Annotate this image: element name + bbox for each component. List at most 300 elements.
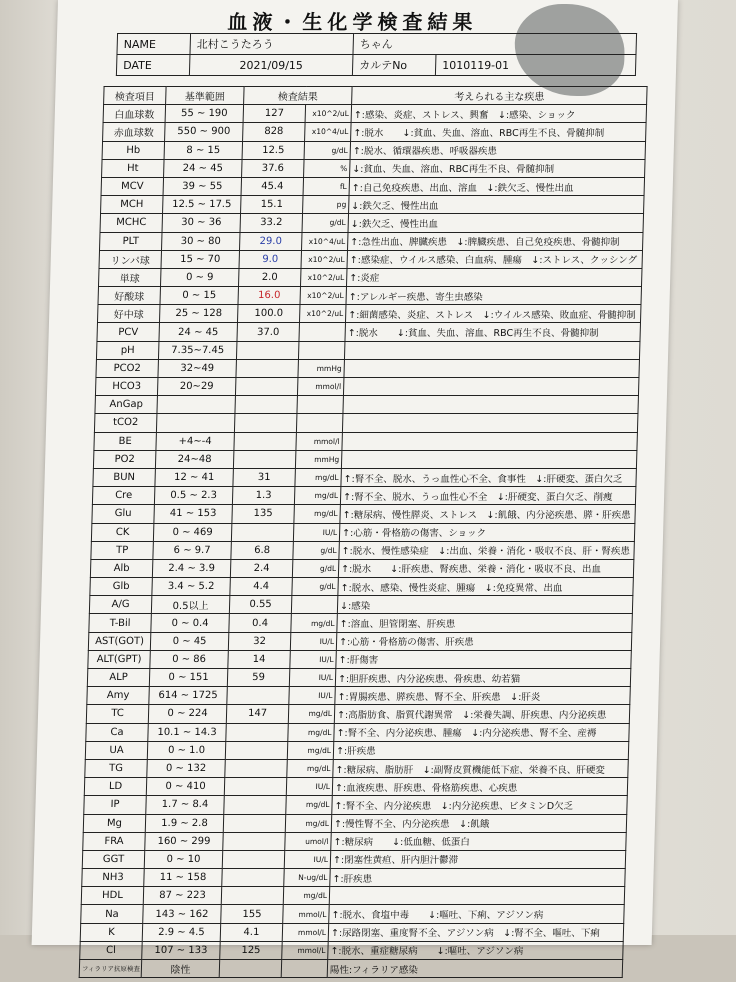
unit <box>291 596 338 614</box>
possible-diseases: ↑:脱水 ↓:肝疾患、腎疾患、栄養・消化・吸収不良、出血 <box>338 559 634 577</box>
unit: x10^4/uL <box>302 232 349 250</box>
test-item: 単球 <box>98 268 161 286</box>
report-date: 2021/09/15 <box>189 55 353 76</box>
reference-range: 87 ~ 223 <box>143 887 222 905</box>
reference-range: 41 ~ 153 <box>154 505 233 523</box>
table-row <box>86 723 630 741</box>
reference-range: 8 ~ 15 <box>164 141 243 159</box>
table-row <box>93 468 637 486</box>
unit: mmol/L <box>282 923 329 941</box>
table-row <box>96 341 640 359</box>
possible-diseases: ↑:心筋・骨格筋の傷害、ショック <box>339 523 635 541</box>
test-result <box>219 960 282 978</box>
test-item: AST(GOT) <box>88 632 151 650</box>
unit: mg/dL <box>287 741 334 759</box>
unit: IU/L <box>290 632 337 650</box>
table-row <box>92 487 636 505</box>
test-result: 9.0 <box>239 250 302 268</box>
possible-diseases <box>329 887 625 905</box>
possible-diseases: ↑:急性出血、脾臓疾患 ↓:脾臓疾患、自己免疫疾患、骨髄抑制 <box>348 232 644 250</box>
reference-range: 30 ~ 36 <box>162 214 241 232</box>
unit: g/dL <box>304 141 351 159</box>
reference-range: 143 ~ 162 <box>143 905 222 923</box>
test-item: tCO2 <box>94 414 157 432</box>
table-row <box>103 123 647 141</box>
possible-diseases: ↑:高脂肪食、脂質代謝異常 ↓:栄養失調、肝疾患、内分泌疾患 <box>334 705 630 723</box>
test-result: 32 <box>228 632 291 650</box>
table-row <box>80 941 624 959</box>
reference-range: 30 ~ 80 <box>162 232 241 250</box>
patient-honorific: ちゃん <box>353 34 637 55</box>
table-row <box>100 214 644 232</box>
reference-range: 107 ~ 133 <box>142 941 221 959</box>
test-item: HDL <box>81 887 144 905</box>
possible-diseases: ↑:心筋・骨格筋の傷害、肝疾患 <box>336 632 632 650</box>
possible-diseases: ↑:脱水、慢性感染症 ↓:出血、栄養・消化・吸収不良、肝・腎疾患 <box>339 541 635 559</box>
possible-diseases: ↑:閉塞性黄疸、肝内胆汁鬱滞 <box>330 850 626 868</box>
test-item: UA <box>85 741 148 759</box>
reference-range: 0 ~ 15 <box>160 287 239 305</box>
test-item: フィラリア抗原検査 <box>79 960 142 978</box>
unit <box>281 960 328 978</box>
unit: x10^2/uL <box>300 287 347 305</box>
test-item: A/G <box>89 596 152 614</box>
reference-range: 24~48 <box>155 450 234 468</box>
unit: IU/L <box>293 523 340 541</box>
table-row <box>99 250 643 268</box>
possible-diseases: ↑:胃腸疾患、膵疾患、腎不全、肝疾患 ↓:肝炎 <box>335 687 631 705</box>
test-result: 37.6 <box>242 159 305 177</box>
test-result: 127 <box>243 105 306 123</box>
reference-range: +4~-4 <box>156 432 235 450</box>
test-item: Hb <box>102 141 165 159</box>
possible-diseases: ↑:脱水 ↓:貧血、失血、溶血、RBC再生不良、骨髄抑制 <box>351 123 647 141</box>
lab-report-sheet <box>32 0 678 977</box>
table-row <box>82 850 626 868</box>
report-title: 血液・生化学検査結果 <box>227 10 478 34</box>
possible-diseases: ↑:溶血、胆管閉塞、肝疾患 <box>337 614 633 632</box>
col-result-header: 検査結果 <box>244 87 353 105</box>
reference-range: 0 ~ 410 <box>146 778 225 796</box>
test-item: PLT <box>100 232 163 250</box>
test-result: 15.1 <box>241 196 304 214</box>
test-item: MCH <box>101 196 164 214</box>
test-item: Cl <box>80 941 143 959</box>
table-row <box>101 196 645 214</box>
table-row <box>85 759 629 777</box>
test-item: Glb <box>90 578 153 596</box>
reference-range: 15 ~ 70 <box>161 250 240 268</box>
reference-range: 39 ~ 55 <box>163 177 242 195</box>
reference-range: 11 ~ 158 <box>144 869 223 887</box>
unit: fL <box>303 177 350 195</box>
reference-range: 0 ~ 10 <box>144 850 223 868</box>
table-row <box>80 923 624 941</box>
reference-range: 0 ~ 0.4 <box>151 614 230 632</box>
table-row <box>87 669 631 687</box>
test-result: 147 <box>226 705 289 723</box>
test-item: 好酸球 <box>98 287 161 305</box>
unit: IU/L <box>286 778 333 796</box>
table-row <box>97 305 641 323</box>
test-result <box>224 796 287 814</box>
table-row <box>84 778 628 796</box>
test-item: CK <box>91 523 154 541</box>
possible-diseases: ↑:肝疾患 <box>330 869 626 887</box>
test-result: 4.1 <box>220 923 283 941</box>
table-row <box>96 359 640 377</box>
reference-range: 0.5 ~ 2.3 <box>154 487 233 505</box>
unit: mg/dL <box>288 705 335 723</box>
possible-diseases: ↑:自己免疫疾患、出血、溶血 ↓:鉄欠乏、慢性出血 <box>349 177 645 195</box>
test-item: ALP <box>87 669 150 687</box>
reference-range: 55 ~ 190 <box>165 105 244 123</box>
reference-range <box>157 396 236 414</box>
test-result: 2.4 <box>230 559 293 577</box>
possible-diseases: ↓:貧血、失血、溶血、RBC再生不良、骨髄抑制 <box>350 159 646 177</box>
possible-diseases: ↑:細菌感染、炎症、ストレス ↓:ウイルス感染、敗血症、骨髄抑制 <box>345 305 641 323</box>
test-result <box>233 450 296 468</box>
test-result <box>234 432 297 450</box>
unit: mg/dL <box>291 614 338 632</box>
test-item: Na <box>81 905 144 923</box>
table-row <box>91 523 635 541</box>
date-label: DATE <box>116 55 190 76</box>
table-row <box>102 159 646 177</box>
table-row <box>83 814 627 832</box>
test-item: Mg <box>83 814 146 832</box>
unit: mg/dL <box>285 814 332 832</box>
unit: IU/L <box>289 669 336 687</box>
table-row <box>90 559 634 577</box>
test-result: 0.4 <box>229 614 292 632</box>
table-row <box>89 614 633 632</box>
test-item: TG <box>85 759 148 777</box>
results-table <box>79 86 648 978</box>
col-range-header: 基準範囲 <box>166 87 245 105</box>
table-row <box>81 905 625 923</box>
unit: g/dL <box>292 559 339 577</box>
test-result <box>222 850 285 868</box>
unit: umol/l <box>285 832 332 850</box>
reference-range: 2.9 ~ 4.5 <box>142 923 221 941</box>
test-item: MCV <box>101 177 164 195</box>
reference-range: 24 ~ 45 <box>159 323 238 341</box>
test-item: Glu <box>92 505 155 523</box>
possible-diseases: ↑:慢性腎不全、内分泌疾患 ↓:飢餓 <box>331 814 627 832</box>
table-row <box>95 378 639 396</box>
test-result: 59 <box>227 669 290 687</box>
possible-diseases: ↑:肝疾患 <box>333 741 629 759</box>
possible-diseases: ↑:腎不全、脱水、うっ血性心不全 ↓:肝硬変、蛋白欠乏、削痩 <box>340 487 636 505</box>
unit: g/dL <box>293 541 340 559</box>
test-result <box>236 359 299 377</box>
test-result: 828 <box>243 123 306 141</box>
possible-diseases: ↑:腎不全、脱水、うっ血性心不全、食事性 ↓:肝硬変、蛋白欠乏 <box>341 468 637 486</box>
table-row <box>87 687 631 705</box>
table-row <box>93 450 637 468</box>
test-result <box>224 778 287 796</box>
test-result <box>221 887 284 905</box>
col-disease-header: 考えられる主な疾患 <box>352 87 648 105</box>
chart-number: 1010119-01 <box>435 55 636 76</box>
test-item: PCO2 <box>96 359 159 377</box>
unit: x10^2/uL <box>301 250 348 268</box>
reference-range: 12.5 ~ 17.5 <box>163 196 242 214</box>
test-result: 29.0 <box>240 232 303 250</box>
unit: x10^2/uL <box>300 268 347 286</box>
possible-diseases: ↑:脱水、循環器疾患、呼吸器疾患 <box>350 141 646 159</box>
test-result <box>235 396 298 414</box>
possible-diseases <box>341 450 637 468</box>
test-item: pH <box>96 341 159 359</box>
reference-range: 0 ~ 224 <box>148 705 227 723</box>
col-item-header: 検査項目 <box>104 87 167 105</box>
reference-range: 550 ~ 900 <box>165 123 244 141</box>
possible-diseases: ↑:脱水、感染、慢性炎症、腫瘍 ↓:免疫異常、出血 <box>338 578 634 596</box>
reference-range: 0 ~ 1.0 <box>147 741 226 759</box>
reference-range: 6 ~ 9.7 <box>153 541 232 559</box>
test-result: 0.55 <box>229 596 292 614</box>
test-item: ALT(GPT) <box>88 650 151 668</box>
patient-header <box>116 33 637 76</box>
test-result <box>222 869 285 887</box>
test-result: 2.0 <box>238 268 301 286</box>
test-result <box>236 341 299 359</box>
possible-diseases: ↑:肝傷害 <box>336 650 632 668</box>
unit <box>299 323 346 341</box>
test-result <box>225 759 288 777</box>
unit: mg/dL <box>288 723 335 741</box>
possible-diseases: ↑:感染、炎症、ストレス、興奮 ↓:感染、ショック <box>351 105 647 123</box>
possible-diseases: ↓:鉄欠乏、慢性出血 <box>349 196 645 214</box>
table-row <box>102 141 646 159</box>
possible-diseases: ↑:脱水 ↓:貧血、失血、溶血、RBC再生不良、骨髄抑制 <box>345 323 641 341</box>
test-result: 45.4 <box>241 177 304 195</box>
table-row <box>79 960 623 978</box>
test-result <box>225 741 288 759</box>
table-row <box>88 632 632 650</box>
table-row <box>94 414 638 432</box>
table-row <box>103 105 647 123</box>
test-item: PO2 <box>93 450 156 468</box>
chart-number-label: カルテNo <box>352 55 436 76</box>
test-item: FRA <box>83 832 146 850</box>
test-result: 4.4 <box>230 578 293 596</box>
possible-diseases <box>344 359 640 377</box>
unit <box>296 414 343 432</box>
test-result: 12.5 <box>242 141 305 159</box>
unit: IU/L <box>290 650 337 668</box>
test-item: MCHC <box>100 214 163 232</box>
possible-diseases: ↑:炎症 <box>346 268 642 286</box>
possible-diseases: ↑:糖尿病 ↓:低血糖、低蛋白 <box>331 832 627 850</box>
unit: IU/L <box>284 850 331 868</box>
test-item: リンパ球 <box>99 250 162 268</box>
test-item: TP <box>91 541 154 559</box>
unit: mg/dL <box>283 887 330 905</box>
unit: mmHg <box>295 450 342 468</box>
test-result <box>234 414 297 432</box>
unit: mg/dL <box>286 796 333 814</box>
possible-diseases <box>343 378 639 396</box>
table-row <box>91 541 635 559</box>
reference-range: 10.1 ~ 14.3 <box>148 723 227 741</box>
reference-range: 160 ~ 299 <box>145 832 224 850</box>
test-item: Ca <box>86 723 149 741</box>
patient-name: 北村こうたろう <box>190 34 354 55</box>
name-label: NAME <box>117 34 191 55</box>
possible-diseases: ↑:感染症、ウイルス感染、白血病、腫瘍 ↓:ストレス、クッシング <box>347 250 643 268</box>
unit <box>297 396 344 414</box>
reference-range <box>156 414 235 432</box>
test-item: 白血球数 <box>103 105 166 123</box>
unit: mg/dL <box>295 468 342 486</box>
test-result <box>223 814 286 832</box>
test-item: BUN <box>93 468 156 486</box>
test-result: 14 <box>228 650 291 668</box>
possible-diseases: ↑:糖尿病、脂肪肝 ↓:副腎皮質機能低下症、栄養不良、肝硬変 <box>333 759 629 777</box>
table-row <box>95 396 639 414</box>
reference-range: 陰性 <box>141 960 220 978</box>
possible-diseases: ↑:糖尿病、慢性膵炎、ストレス ↓:飢餓、内分泌疾患、膵・肝疾患 <box>340 505 636 523</box>
table-row <box>94 432 638 450</box>
test-result: 16.0 <box>238 287 301 305</box>
test-item: AnGap <box>95 396 158 414</box>
possible-diseases: ↑:アレルギー疾患、寄生虫感染 <box>346 287 642 305</box>
unit: mg/dL <box>294 505 341 523</box>
reference-range: 0 ~ 86 <box>150 650 229 668</box>
possible-diseases <box>344 341 640 359</box>
reference-range: 0 ~ 45 <box>150 632 229 650</box>
test-result: 135 <box>232 505 295 523</box>
test-item: Amy <box>87 687 150 705</box>
test-item: Alb <box>90 559 153 577</box>
test-result: 31 <box>233 468 296 486</box>
possible-diseases: ↑:尿路閉塞、重度腎不全、アジソン病 ↓:腎不全、嘔吐、下痢 <box>328 923 624 941</box>
reference-range: 0 ~ 469 <box>153 523 232 541</box>
test-item: BE <box>94 432 157 450</box>
unit: mmol/l <box>297 378 344 396</box>
test-result: 1.3 <box>232 487 295 505</box>
reference-range: 0 ~ 151 <box>149 669 228 687</box>
test-item: K <box>80 923 143 941</box>
test-item: NH3 <box>82 869 145 887</box>
possible-diseases <box>343 396 639 414</box>
unit: mmHg <box>298 359 345 377</box>
reference-range: 1.7 ~ 8.4 <box>146 796 225 814</box>
test-item: TC <box>86 705 149 723</box>
possible-diseases: ↓:感染 <box>337 596 633 614</box>
possible-diseases <box>342 414 638 432</box>
reference-range: 0 ~ 9 <box>160 268 239 286</box>
unit: mg/dL <box>287 759 334 777</box>
test-item: Ht <box>102 159 165 177</box>
test-result: 155 <box>221 905 284 923</box>
unit <box>298 341 345 359</box>
reference-range: 7.35~7.45 <box>158 341 237 359</box>
possible-diseases: ↑:腎不全、内分泌疾患 ↓:内分泌疾患、ビタミンD欠乏 <box>332 796 628 814</box>
table-row <box>85 741 629 759</box>
reference-range: 0 ~ 132 <box>147 759 226 777</box>
table-row <box>98 268 642 286</box>
unit: mmol/l <box>296 432 343 450</box>
test-result <box>226 723 289 741</box>
table-row <box>84 796 628 814</box>
possible-diseases: ↑:脱水、重症糖尿病 ↓:嘔吐、アジソン病 <box>328 941 624 959</box>
reference-range: 614 ~ 1725 <box>149 687 228 705</box>
test-item: GGT <box>82 850 145 868</box>
unit: pg <box>303 196 350 214</box>
unit: g/dL <box>292 578 339 596</box>
reference-range: 24 ~ 45 <box>164 159 243 177</box>
reference-range: 32~49 <box>158 359 237 377</box>
unit: mg/dL <box>294 487 341 505</box>
table-header-row <box>104 87 648 105</box>
test-item: T-Bil <box>89 614 152 632</box>
test-result: 125 <box>220 941 283 959</box>
possible-diseases: ↑:血液疾患、肝疾患、骨格筋疾患、心疾患 <box>332 778 628 796</box>
test-item: LD <box>84 778 147 796</box>
test-result <box>227 687 290 705</box>
test-item: HCO3 <box>95 378 158 396</box>
possible-diseases: ↑:腎不全、内分泌疾患、腫瘍 ↓:内分泌疾患、腎不全、産褥 <box>334 723 630 741</box>
test-item: 赤血球数 <box>103 123 166 141</box>
unit: x10^2/uL <box>299 305 346 323</box>
unit: % <box>304 159 351 177</box>
possible-diseases: ↓:鉄欠乏、慢性出血 <box>348 214 644 232</box>
test-result <box>231 523 294 541</box>
test-item: PCV <box>97 323 160 341</box>
table-row <box>100 232 644 250</box>
table-row <box>83 832 627 850</box>
unit: x10^2/uL <box>305 105 352 123</box>
unit: mmol/L <box>283 905 330 923</box>
table-row <box>90 578 634 596</box>
test-item: 好中球 <box>97 305 160 323</box>
possible-diseases: 陽性:フィラリア感染 <box>327 960 623 978</box>
possible-diseases: ↑:脱水、食塩中毒 ↓:嘔吐、下痢、アジソン病 <box>329 905 625 923</box>
test-result <box>235 378 298 396</box>
reference-range: 2.4 ~ 3.9 <box>152 559 231 577</box>
test-item: IP <box>84 796 147 814</box>
table-row <box>81 887 625 905</box>
reference-range: 0.5以上 <box>151 596 230 614</box>
possible-diseases: ↑:胆肝疾患、内分泌疾患、骨疾患、幼若猫 <box>335 669 631 687</box>
test-result: 6.8 <box>231 541 294 559</box>
reference-range: 25 ~ 128 <box>159 305 238 323</box>
unit: mmol/L <box>282 941 329 959</box>
unit: g/dL <box>302 214 349 232</box>
table-row <box>98 287 642 305</box>
test-result <box>223 832 286 850</box>
table-row <box>88 650 632 668</box>
reference-range: 20~29 <box>157 378 236 396</box>
unit: IU/L <box>289 687 336 705</box>
table-row <box>82 869 626 887</box>
test-result: 33.2 <box>240 214 303 232</box>
table-row <box>101 177 645 195</box>
table-row <box>89 596 633 614</box>
test-result: 37.0 <box>237 323 300 341</box>
unit: x10^4/uL <box>305 123 352 141</box>
table-row <box>86 705 630 723</box>
table-row <box>92 505 636 523</box>
table-row <box>97 323 641 341</box>
reference-range: 12 ~ 41 <box>155 468 234 486</box>
test-item: Cre <box>92 487 155 505</box>
reference-range: 3.4 ~ 5.2 <box>152 578 231 596</box>
